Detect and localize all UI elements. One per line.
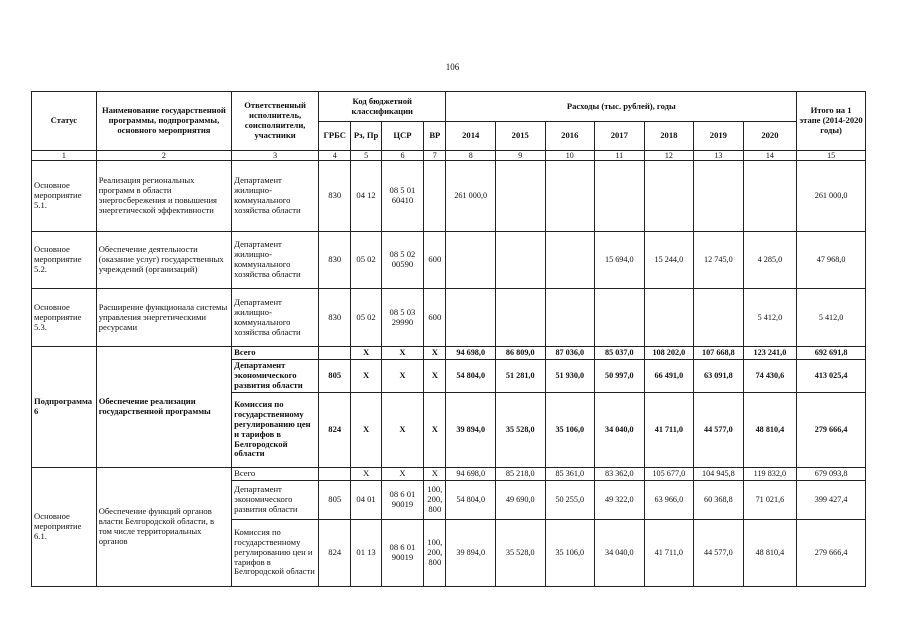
row-grbs: 824 bbox=[319, 392, 351, 467]
row-2019: 104 945,8 bbox=[694, 467, 744, 480]
row-responsible: Комиссия по государственному регулированию цен и тарифов в Белгородской области bbox=[232, 392, 319, 467]
row-status: Основное мероприятие 5.1. bbox=[32, 161, 97, 232]
row-2019: 44 577,0 bbox=[694, 519, 744, 586]
row-2016: 50 255,0 bbox=[545, 480, 595, 519]
row-status: Основное мероприятие 5.2. bbox=[32, 232, 97, 289]
row-2016: 87 036,0 bbox=[545, 347, 595, 360]
row-csr: 08 5 02 00590 bbox=[381, 232, 423, 289]
row-grbs bbox=[319, 347, 351, 360]
table-row bbox=[32, 347, 866, 360]
column-number: 2 bbox=[96, 151, 231, 161]
row-2014: 39 894,0 bbox=[446, 519, 496, 586]
row-rzpr: X bbox=[351, 392, 381, 467]
table-row bbox=[32, 161, 866, 232]
row-2020: 71 021,6 bbox=[743, 480, 797, 519]
row-2017: 49 322,0 bbox=[595, 480, 645, 519]
row-2019: 12 745,0 bbox=[694, 232, 744, 289]
row-2015: 35 528,0 bbox=[495, 392, 545, 467]
row-2019: 63 091,8 bbox=[694, 360, 744, 393]
row-2020: 74 430,6 bbox=[743, 360, 797, 393]
row-responsible: Всего bbox=[232, 347, 319, 360]
page-number: 106 bbox=[445, 62, 460, 72]
column-numbers-row bbox=[32, 151, 866, 161]
row-rzpr: 04 01 bbox=[351, 480, 381, 519]
row-2014: 94 698,0 bbox=[446, 467, 496, 480]
row-vr: X bbox=[424, 347, 446, 360]
header-year-2015: 2015 bbox=[495, 122, 545, 151]
row-2017 bbox=[595, 161, 645, 232]
row-2020: 4 285,0 bbox=[743, 232, 797, 289]
row-2020: 48 810,4 bbox=[743, 519, 797, 586]
row-2017: 50 997,0 bbox=[595, 360, 645, 393]
column-number: 1 bbox=[32, 151, 97, 161]
row-2015: 51 281,0 bbox=[495, 360, 545, 393]
column-number: 3 bbox=[232, 151, 319, 161]
header-total: Итого на 1 этапе (2014-2020 годы) bbox=[797, 92, 866, 151]
row-name: Обеспечение реализации государственной программы bbox=[96, 347, 231, 468]
row-rzpr: X bbox=[351, 467, 381, 480]
row-vr: 100, 200, 800 bbox=[424, 480, 446, 519]
row-total: 261 000,0 bbox=[797, 161, 866, 232]
row-2019 bbox=[694, 161, 744, 232]
row-total: 279 666,4 bbox=[797, 392, 866, 467]
row-2018 bbox=[644, 289, 694, 347]
row-2020: 5 412,0 bbox=[743, 289, 797, 347]
row-2016: 35 106,0 bbox=[545, 519, 595, 586]
row-rzpr: 04 12 bbox=[351, 161, 381, 232]
row-responsible: Всего bbox=[232, 467, 319, 480]
row-2017: 85 037,0 bbox=[595, 347, 645, 360]
row-2014: 94 698,0 bbox=[446, 347, 496, 360]
row-2015: 86 809,0 bbox=[495, 347, 545, 360]
row-csr: 08 5 01 60410 bbox=[381, 161, 423, 232]
row-vr: X bbox=[424, 392, 446, 467]
row-2016 bbox=[545, 161, 595, 232]
row-vr: 600 bbox=[424, 232, 446, 289]
row-2017: 83 362,0 bbox=[595, 467, 645, 480]
row-2018: 41 711,0 bbox=[644, 519, 694, 586]
row-total: 413 025,4 bbox=[797, 360, 866, 393]
header-responsible: Ответственный исполнитель, соисполнители, участники bbox=[232, 92, 319, 151]
row-2016: 51 930,0 bbox=[545, 360, 595, 393]
row-2018: 15 244,0 bbox=[644, 232, 694, 289]
row-2017: 15 694,0 bbox=[595, 232, 645, 289]
row-grbs: 824 bbox=[319, 519, 351, 586]
row-csr: 08 6 01 90019 bbox=[381, 480, 423, 519]
row-2015 bbox=[495, 232, 545, 289]
row-rzpr: 05 02 bbox=[351, 289, 381, 347]
row-responsible: Комиссия по государственному регулированию цен и тарифов в Белгородской области bbox=[232, 519, 319, 586]
row-responsible: Департамент экономического развития области bbox=[232, 480, 319, 519]
row-2020: 119 832,0 bbox=[743, 467, 797, 480]
row-2017: 34 040,0 bbox=[595, 392, 645, 467]
row-2014: 39 894,0 bbox=[446, 392, 496, 467]
row-2018 bbox=[644, 161, 694, 232]
row-name: Расширение функционала системы управления энергетическими ресурсами bbox=[96, 289, 231, 347]
row-2014: 54 804,0 bbox=[446, 360, 496, 393]
row-2018: 105 677,0 bbox=[644, 467, 694, 480]
row-csr: 08 6 01 90019 bbox=[381, 519, 423, 586]
header-rzpr: Рз, Пр bbox=[351, 122, 381, 151]
column-number: 5 bbox=[351, 151, 381, 161]
row-vr: X bbox=[424, 467, 446, 480]
row-2014 bbox=[446, 289, 496, 347]
row-responsible: Департамент жилищно-коммунального хозяйства области bbox=[232, 161, 319, 232]
row-rzpr: X bbox=[351, 360, 381, 393]
header-year-2020: 2020 bbox=[743, 122, 797, 151]
row-csr: 08 5 03 29990 bbox=[381, 289, 423, 347]
row-csr: X bbox=[381, 360, 423, 393]
row-status: Основное мероприятие 6.1. bbox=[32, 467, 97, 586]
column-number: 11 bbox=[595, 151, 645, 161]
row-2018: 66 491,0 bbox=[644, 360, 694, 393]
row-2014: 54 804,0 bbox=[446, 480, 496, 519]
column-number: 15 bbox=[797, 151, 866, 161]
row-responsible: Департамент жилищно-коммунального хозяйства области bbox=[232, 289, 319, 347]
row-grbs bbox=[319, 467, 351, 480]
row-grbs: 830 bbox=[319, 161, 351, 232]
table-row bbox=[32, 467, 866, 480]
row-2019: 107 668,8 bbox=[694, 347, 744, 360]
header-year-2014: 2014 bbox=[446, 122, 496, 151]
row-csr: X bbox=[381, 347, 423, 360]
row-2016 bbox=[545, 289, 595, 347]
header-year-2016: 2016 bbox=[545, 122, 595, 151]
row-status: Основное мероприятие 5.3. bbox=[32, 289, 97, 347]
row-total: 47 968,0 bbox=[797, 232, 866, 289]
row-2018: 63 966,0 bbox=[644, 480, 694, 519]
header-expenses: Расходы (тыс. рублей), годы bbox=[446, 92, 797, 122]
row-responsible: Департамент экономического развития области bbox=[232, 360, 319, 393]
row-csr: X bbox=[381, 467, 423, 480]
row-2016 bbox=[545, 232, 595, 289]
row-rzpr: 05 02 bbox=[351, 232, 381, 289]
row-2019: 60 368,8 bbox=[694, 480, 744, 519]
row-total: 679 093,8 bbox=[797, 467, 866, 480]
row-grbs: 805 bbox=[319, 480, 351, 519]
row-responsible: Департамент жилищно-коммунального хозяйства области bbox=[232, 232, 319, 289]
column-number: 7 bbox=[424, 151, 446, 161]
row-2014 bbox=[446, 232, 496, 289]
row-2014: 261 000,0 bbox=[446, 161, 496, 232]
row-total: 279 666,4 bbox=[797, 519, 866, 586]
column-number: 13 bbox=[694, 151, 744, 161]
header-csr: ЦСР bbox=[381, 122, 423, 151]
row-2018: 41 711,0 bbox=[644, 392, 694, 467]
row-2020: 48 810,4 bbox=[743, 392, 797, 467]
row-2020: 123 241,0 bbox=[743, 347, 797, 360]
header-year-2019: 2019 bbox=[694, 122, 744, 151]
header-year-2018: 2018 bbox=[644, 122, 694, 151]
row-2017: 34 040,0 bbox=[595, 519, 645, 586]
row-name: Обеспечение функций органов власти Белгородской области, в том числе территориальных органов bbox=[96, 467, 231, 586]
column-number: 10 bbox=[545, 151, 595, 161]
row-vr: X bbox=[424, 360, 446, 393]
header-year-2017: 2017 bbox=[595, 122, 645, 151]
table-row bbox=[32, 289, 866, 347]
row-2016: 35 106,0 bbox=[545, 392, 595, 467]
header-grbs: ГРБС bbox=[319, 122, 351, 151]
row-2018: 108 202,0 bbox=[644, 347, 694, 360]
row-grbs: 805 bbox=[319, 360, 351, 393]
row-grbs: 830 bbox=[319, 232, 351, 289]
row-vr: 100, 200, 800 bbox=[424, 519, 446, 586]
header-row-1 bbox=[32, 92, 866, 122]
row-total: 692 691,8 bbox=[797, 347, 866, 360]
budget-table bbox=[31, 91, 866, 587]
row-2019 bbox=[694, 289, 744, 347]
column-number: 6 bbox=[381, 151, 423, 161]
column-number: 12 bbox=[644, 151, 694, 161]
table-row bbox=[32, 232, 866, 289]
row-total: 399 427,4 bbox=[797, 480, 866, 519]
row-2015: 49 690,0 bbox=[495, 480, 545, 519]
column-number: 9 bbox=[495, 151, 545, 161]
row-vr: 600 bbox=[424, 289, 446, 347]
row-2015 bbox=[495, 289, 545, 347]
row-2017 bbox=[595, 289, 645, 347]
row-2015 bbox=[495, 161, 545, 232]
column-number: 14 bbox=[743, 151, 797, 161]
row-name: Обеспечение деятельности (оказание услуг) государственных учреждений (организаций) bbox=[96, 232, 231, 289]
row-name: Реализация региональных программ в области энергосбережения и повышения энергетической эффективности bbox=[96, 161, 231, 232]
row-rzpr: 01 13 bbox=[351, 519, 381, 586]
row-grbs: 830 bbox=[319, 289, 351, 347]
column-number: 8 bbox=[446, 151, 496, 161]
row-2015: 85 218,0 bbox=[495, 467, 545, 480]
row-csr: X bbox=[381, 392, 423, 467]
row-total: 5 412,0 bbox=[797, 289, 866, 347]
row-2015: 35 528,0 bbox=[495, 519, 545, 586]
row-2019: 44 577,0 bbox=[694, 392, 744, 467]
header-budget-code: Код бюджетной классификации bbox=[319, 92, 446, 122]
row-rzpr: X bbox=[351, 347, 381, 360]
row-2016: 85 361,0 bbox=[545, 467, 595, 480]
row-2020 bbox=[743, 161, 797, 232]
row-status: Подпрограмма 6 bbox=[32, 347, 97, 468]
header-status: Статус bbox=[32, 92, 97, 151]
header-name: Наименование государственной программы, подпрограммы, основного мероприятия bbox=[96, 92, 231, 151]
row-vr bbox=[424, 161, 446, 232]
column-number: 4 bbox=[319, 151, 351, 161]
header-vr: ВР bbox=[424, 122, 446, 151]
